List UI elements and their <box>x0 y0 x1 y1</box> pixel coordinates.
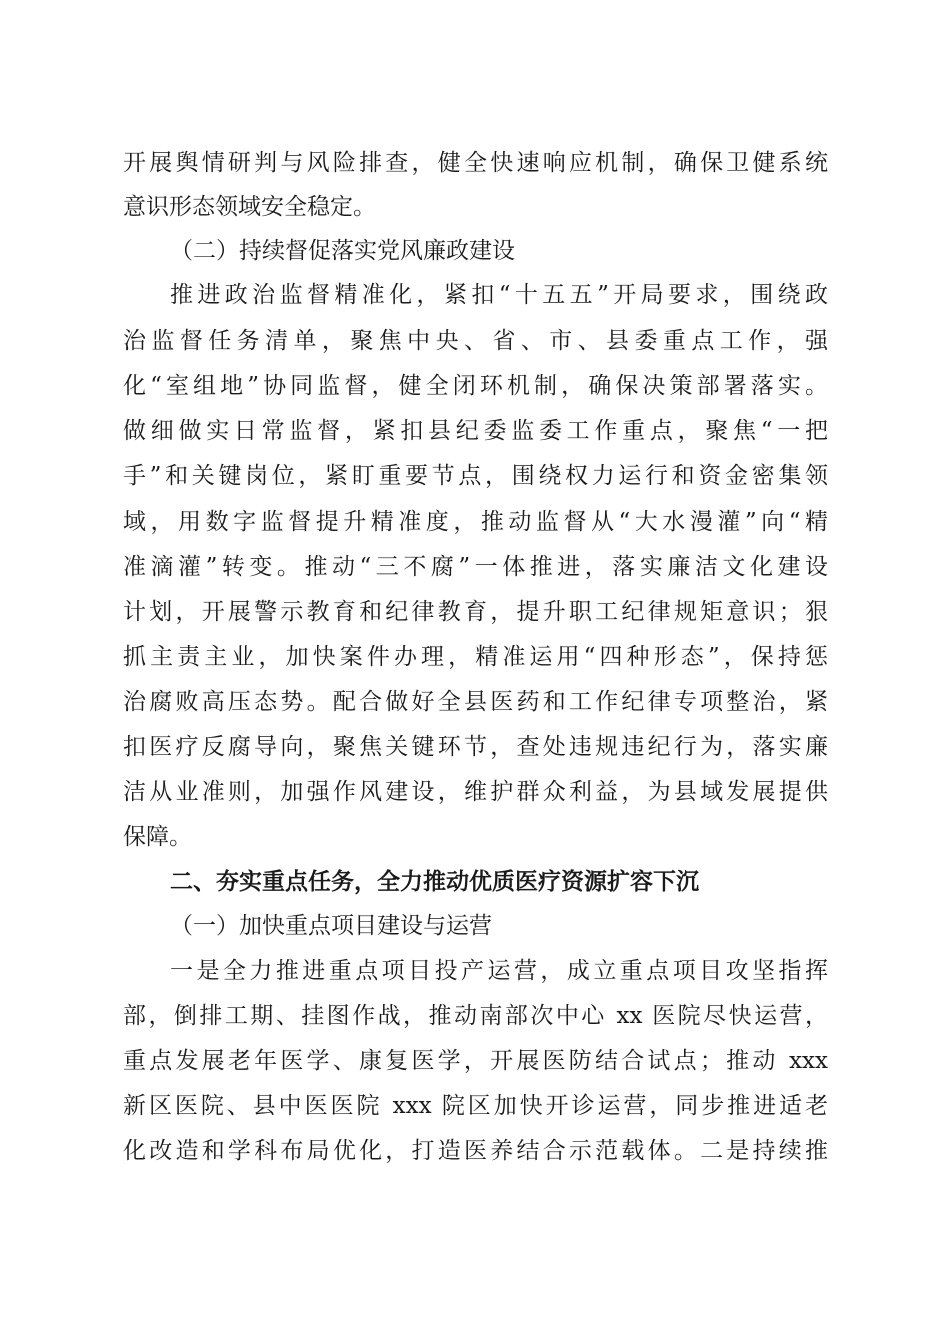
paragraph-line: 扣医疗反腐导向，聚焦关键环节，查处违规违纪行为，落实廉 <box>123 734 828 760</box>
paragraph-line: 推进政治监督精准化，紧扣“十五五”开局要求，围绕政 <box>170 282 828 308</box>
paragraph-line: 重点发展老年医学、康复医学，开展医防结合试点；推动 xxx <box>123 1048 828 1074</box>
paragraph-line: 域，用数字监督提升精准度，推动监督从“大水漫灌”向“精 <box>123 509 828 535</box>
section-subheading: （一）加快重点项目建设与运营 <box>170 913 492 939</box>
paragraph-line: 新区医院、县中医医院 xxx 院区加快开诊运营，同步推进适老 <box>123 1093 828 1119</box>
paragraph-line: 意识形态领域安全稳定。 <box>123 194 376 220</box>
paragraph-line: 抓主责主业，加快案件办理，精准运用“四种形态”，保持惩 <box>123 644 828 670</box>
section-subheading: （二）持续督促落实党风廉政建设 <box>170 238 515 264</box>
section-heading: 二、夯实重点任务，全力推动优质医疗资源扩容下沉 <box>170 869 699 895</box>
paragraph-line: 化“室组地”协同监督，健全闭环机制，确保决策部署落实。 <box>123 373 828 399</box>
paragraph-line: 治监督任务清单，聚焦中央、省、市、县委重点工作，强 <box>123 328 828 354</box>
paragraph-line: 开展舆情研判与风险排查，健全快速响应机制，确保卫健系统 <box>123 150 828 176</box>
paragraph-line: 保障。 <box>123 824 192 850</box>
paragraph-line: 手”和关键岗位，紧盯重要节点，围绕权力运行和资金密集领 <box>123 463 828 489</box>
paragraph-line: 治腐败高压态势。配合做好全县医药和工作纪律专项整治，紧 <box>123 689 828 715</box>
paragraph-line: 一是全力推进重点项目投产运营，成立重点项目攻坚指挥 <box>170 958 828 984</box>
paragraph-line: 洁从业准则，加强作风建设，维护群众利益，为县域发展提供 <box>123 779 828 805</box>
paragraph-line: 部，倒排工期、挂图作战，推动南部次中心 xx 医院尽快运营， <box>123 1003 828 1029</box>
paragraph-line: 做细做实日常监督，紧扣县纪委监委工作重点，聚焦“一把 <box>123 418 828 444</box>
paragraph-line: 准滴灌”转变。推动“三不腐”一体推进，落实廉洁文化建设 <box>123 554 828 580</box>
paragraph-line: 计划，开展警示教育和纪律教育，提升职工纪律规矩意识；狠 <box>123 599 828 625</box>
paragraph-line: 化改造和学科布局优化，打造医养结合示范载体。二是持续推 <box>123 1138 828 1164</box>
